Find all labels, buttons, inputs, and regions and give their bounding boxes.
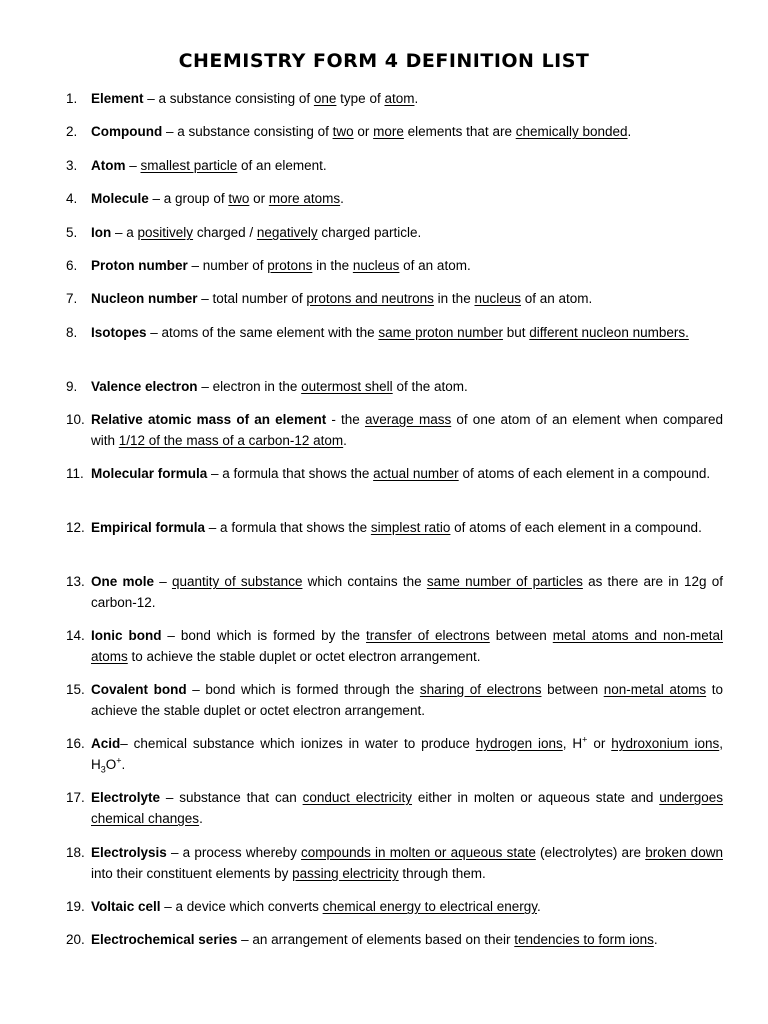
key-phrase: atom [384,91,415,106]
definition-fragment: . [653,932,658,947]
definition-fragment: in the [312,258,353,273]
definition-text [91,896,723,917]
definition-fragment: through them. [398,866,486,881]
definition-term: Electrolysis [91,845,167,860]
definition-fragment: – a [111,225,138,240]
key-phrase: 1/12 of the mass of a carbon-12 atom [118,433,344,448]
definition-fragment: type of [336,91,385,106]
definition-fragment: – electron in the [197,379,302,394]
key-phrase: protons [267,258,313,273]
definition-fragment: as there are in 12g of carbon-12. [91,574,723,610]
definition-text [91,255,723,276]
definition-fragment: between [541,682,604,697]
definition-fragment: . [121,757,126,772]
definition-fragment: – number of [187,258,268,273]
definition-term: Voltaic cell [91,899,161,914]
item-number: 4. [66,191,78,206]
definition-fragment: . [414,91,419,106]
definition-item [66,625,723,667]
key-phrase: different nucleon numbers. [529,325,689,340]
definition-term: Electrolyte [91,790,161,805]
definition-item [66,929,723,950]
definition-fragment: to achieve the stable duplet or octet electron arrangement. [127,649,481,664]
definition-fragment: either in molten or aqueous state and [412,790,660,805]
key-phrase: transfer of electrons [366,628,490,643]
key-phrase: average mass [364,412,452,427]
definition-fragment: (electrolytes) are [535,845,646,860]
definition-item [66,842,723,884]
definition-text [91,409,723,451]
key-phrase: more atoms [268,191,341,206]
item-number: 16. [66,736,85,751]
definition-text [91,121,723,142]
item-number: 2. [66,124,78,139]
definition-fragment: – atoms of the same element with the [146,325,379,340]
definition-item [66,896,723,917]
definition-term: Ionic bond [91,628,162,643]
definition-text [91,376,723,397]
item-number: 8. [66,325,78,340]
definition-fragment: or [587,736,612,751]
definition-item [66,288,723,309]
definition-item [66,733,723,775]
definition-item [66,571,723,613]
key-phrase: negatively [256,225,318,240]
key-phrase: passing electricity [292,866,399,881]
definition-item [66,121,723,142]
definition-fragment: of an atom. [399,258,471,273]
key-phrase: chemically bonded [515,124,628,139]
definition-fragment: of atoms of each element in a compound. [458,466,711,481]
definition-fragment: – a substance consisting of [162,124,333,139]
definition-fragment: – substance that can [160,790,303,805]
item-number: 17. [66,790,85,805]
item-number: 19. [66,899,85,914]
definition-text [91,625,723,667]
definition-item [66,463,723,484]
definition-fragment: O [105,757,117,772]
definition-fragment: elements that are [403,124,516,139]
definition-fragment: or [353,124,374,139]
definition-fragment: but [502,325,530,340]
key-phrase: same number of particles [426,574,583,589]
definition-item [66,679,723,721]
item-number: 13. [66,574,85,589]
definition-text [91,842,723,884]
item-number: 5. [66,225,78,240]
definition-fragment: which contains the [302,574,427,589]
definition-fragment: . [536,899,541,914]
key-phrase: nucleus [352,258,400,273]
definition-fragment: – bond which is formed by the [161,628,367,643]
definition-term: Electrochemical series [91,932,238,947]
key-phrase: nucleus [474,291,521,306]
definition-term: Molecular formula [91,466,208,481]
definition-fragment: . [627,124,632,139]
key-phrase: protons and neutrons [306,291,434,306]
item-number: 10. [66,412,85,427]
definition-fragment: – [153,574,172,589]
item-number: 7. [66,291,78,306]
subscript: 3 [100,764,106,775]
item-number: 18. [66,845,85,860]
definition-text [91,679,723,721]
definition-text [91,929,723,950]
item-number: 3. [66,158,78,173]
key-phrase: conduct electricity [302,790,413,805]
definition-fragment: of an atom. [521,291,593,306]
definition-fragment: to achieve the stable duplet or octet electron arrangement. [91,682,723,718]
definition-item [66,222,723,243]
definition-text [91,322,723,343]
definition-text [91,463,723,484]
item-number: 15. [66,682,85,697]
definition-fragment: – a formula that shows the [207,466,374,481]
definition-term: Element [91,91,144,106]
definition-term: Proton number [91,258,188,273]
key-phrase: sharing of electrons [419,682,542,697]
definition-text [91,188,723,209]
definition-fragment: in the [433,291,475,306]
definition-item [66,322,723,343]
definition-term: Valence electron [91,379,198,394]
key-phrase: outermost shell [301,379,393,394]
definition-fragment: – chemical substance which ionizes in water to produce [120,736,476,751]
definition-item [66,787,723,829]
definition-term: Molecule [91,191,149,206]
item-number: 20. [66,932,85,947]
definition-fragment: - the [326,412,365,427]
definition-term: Acid [91,736,121,751]
item-number: 6. [66,258,78,273]
definition-text [91,571,723,613]
key-phrase: simplest ratio [370,520,451,535]
definition-term: Isotopes [91,325,147,340]
definition-item [66,188,723,209]
definition-term: Ion [91,225,112,240]
definition-fragment: or [249,191,269,206]
definition-fragment: of an element. [237,158,327,173]
definition-fragment: – bond which is formed through the [186,682,420,697]
key-phrase: undergoes chemical changes [91,790,724,826]
definition-term: One mole [91,574,154,589]
key-phrase: actual number [373,466,459,481]
definition-fragment: of the atom. [392,379,468,394]
key-phrase: hydrogen ions [475,736,563,751]
definition-term: Compound [91,124,163,139]
definition-term: Relative atomic mass of an element [91,412,327,427]
definition-fragment: . [199,811,203,826]
definition-fragment: . [343,433,347,448]
superscript: + [116,755,122,766]
definition-item [66,517,723,538]
definition-term: Covalent bond [91,682,187,697]
definition-term: Atom [91,158,126,173]
definition-item [66,155,723,176]
definition-fragment: . [340,191,344,206]
definition-fragment: – a substance consisting of [143,91,314,106]
definition-fragment: – a group of [148,191,229,206]
definition-text [91,155,723,176]
key-phrase: quantity of substance [171,574,303,589]
key-phrase: chemical energy to electrical energy [322,899,537,914]
key-phrase: hydroxonium ions [611,736,720,751]
key-phrase: metal atoms and non-metal atoms [91,628,723,664]
definition-text [91,88,723,109]
definition-item [66,376,723,397]
definition-fragment: – a device which converts [160,899,323,914]
key-phrase: tendencies to form ions [514,932,654,947]
key-phrase: smallest particle [140,158,238,173]
superscript: + [582,734,588,745]
definition-fragment: , H [91,736,723,772]
definition-text [91,222,723,243]
definition-term: Empirical formula [91,520,206,535]
page-title: CHEMISTRY FORM 4 DEFINITION LIST [178,50,590,72]
item-number: 11. [66,466,84,481]
key-phrase: positively [137,225,194,240]
key-phrase: two [228,191,250,206]
definition-fragment: – total number of [197,291,307,306]
definition-fragment: – a process whereby [166,845,302,860]
item-number: 14. [66,628,85,643]
definition-item [66,255,723,276]
item-number: 1. [66,91,78,106]
key-phrase: broken down [645,845,723,860]
definition-fragment: , H [562,736,583,751]
key-phrase: same proton number [378,325,503,340]
definition-item [66,88,723,109]
definition-item [66,409,723,451]
definition-term: Nucleon number [91,291,198,306]
key-phrase: non-metal atoms [603,682,707,697]
definition-fragment: into their constituent elements by [91,866,293,881]
definition-text [91,733,723,775]
key-phrase: more [373,124,404,139]
key-phrase: compounds in molten or aqueous state [301,845,536,860]
key-phrase: two [332,124,354,139]
definition-fragment: – a formula that shows the [205,520,371,535]
definition-fragment: charged / [193,225,257,240]
definition-text [91,517,723,538]
key-phrase: one [313,91,337,106]
definition-fragment: of one atom of an element when compared with [91,412,723,448]
definition-fragment: – an arrangement of elements based on their [237,932,515,947]
definition-fragment: – [125,158,141,173]
item-number: 9. [66,379,78,394]
definition-text [91,288,723,309]
item-number: 12. [66,520,85,535]
definition-fragment: between [489,628,553,643]
definition-fragment: of atoms of each element in a compound. [450,520,702,535]
definition-text [91,787,723,829]
definition-fragment: charged particle. [317,225,422,240]
